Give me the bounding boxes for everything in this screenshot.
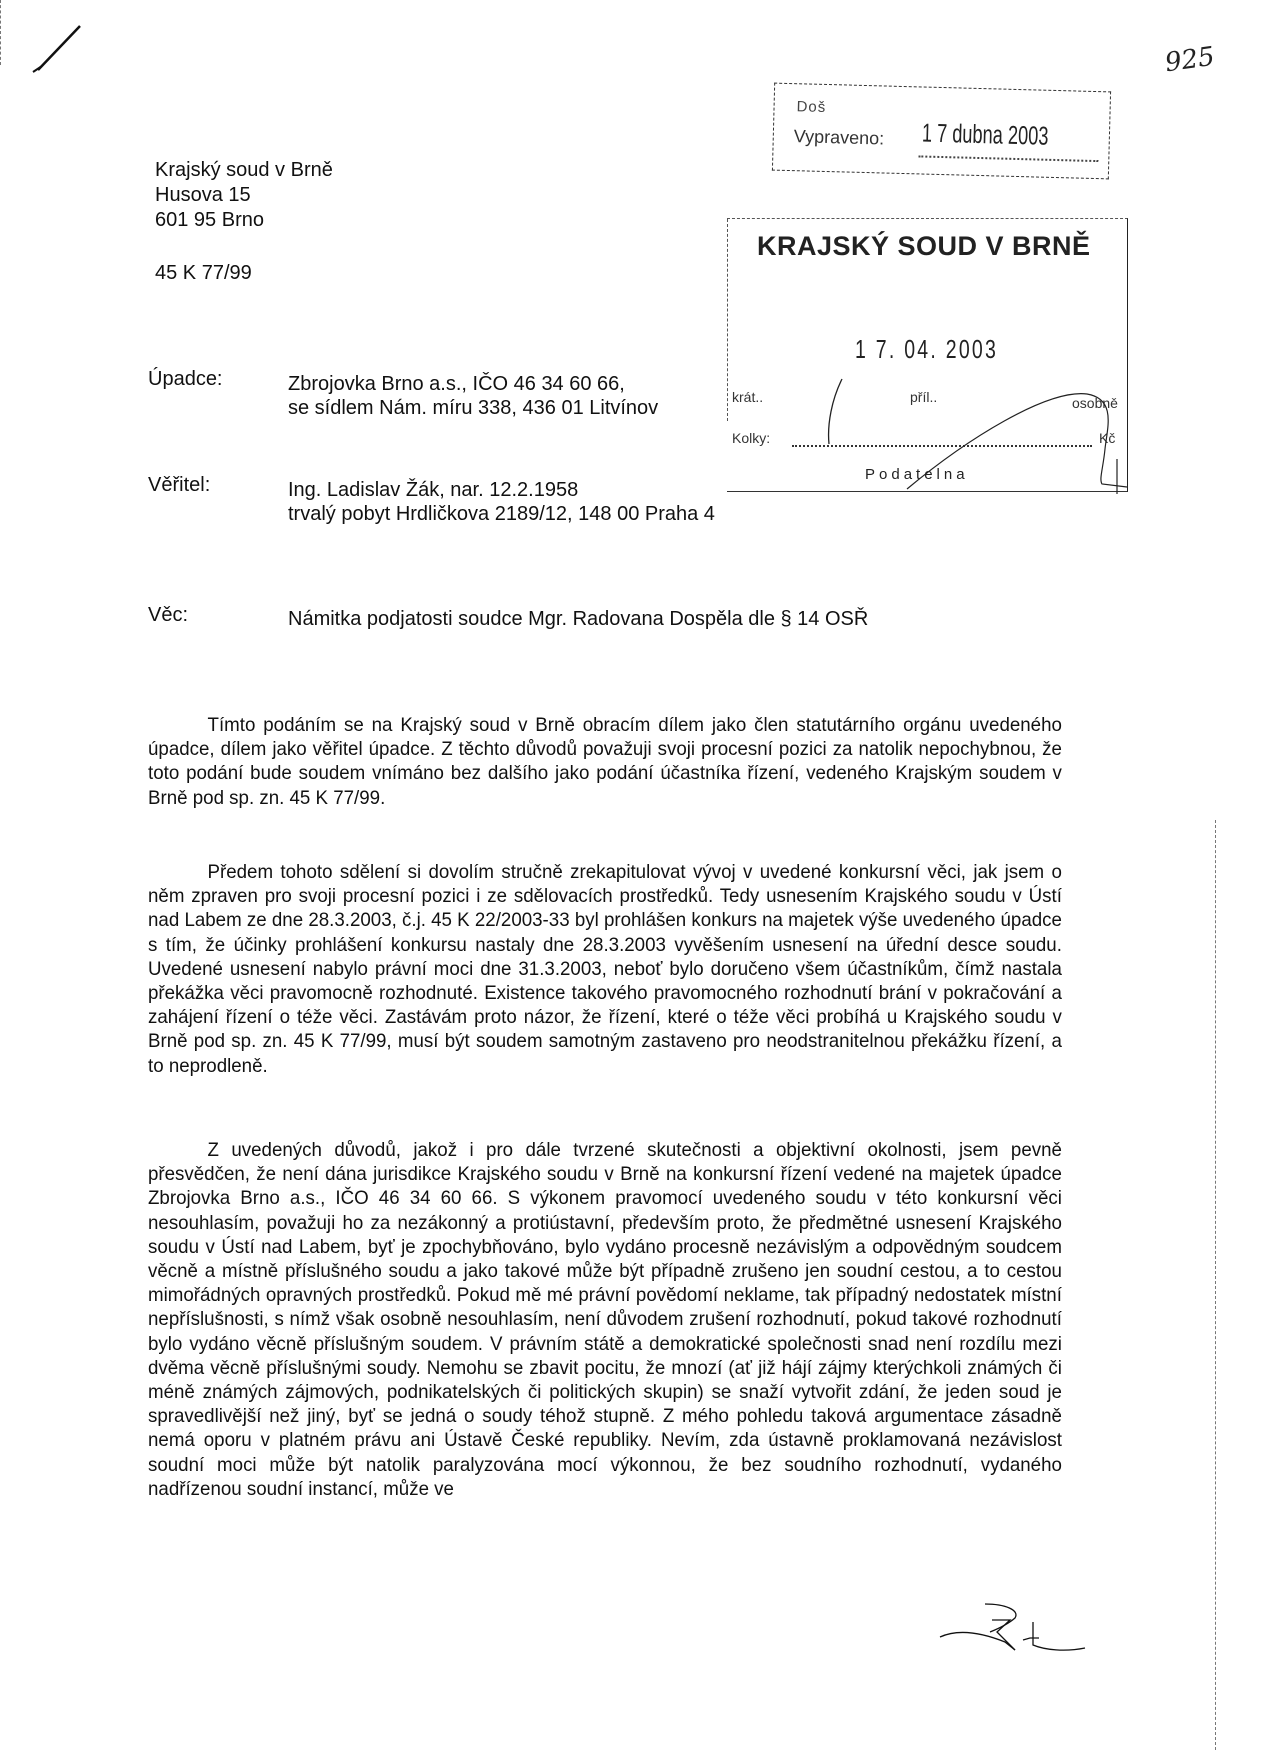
party-value-subject [288, 607, 868, 631]
recipient-line: Husova 15 [155, 184, 251, 206]
party-label-debtor: Úpadce: [148, 368, 223, 390]
party-value-debtor [288, 372, 658, 420]
party-line: trvalý pobyt Hrdličkova 2189/12, 148 00 Praha 4 [288, 503, 715, 525]
recipient-line: Krajský soud v Brně [155, 159, 333, 181]
recipient-address [155, 158, 333, 233]
handwritten-initials-icon [787, 369, 1127, 494]
stamp-dispatched-date: 1 7 dubna 2003 [921, 117, 1049, 151]
stamp-pril-label: příl.. [910, 389, 938, 405]
signature-icon [935, 1600, 1095, 1660]
dispatched-stamp [772, 83, 1111, 180]
body-paragraph-2 [148, 860, 1062, 1078]
party-line: Ing. Ladislav Žák, nar. 12.2.1958 [288, 479, 579, 501]
file-number: 45 K 77/99 [155, 262, 252, 284]
paragraph-text: Předem tohoto sdělení si dovolím stručně zrekapitulovat vývoj v uvedené konkursní věci, jak jsem o něm zpraven pro svoji procesní pozici i ze sdělovacích prostředků. Tedy usnesením Krajského soudu v Ústí nad Labem ze dne 28.3.2003, č.j. 45 K 22/2003-33 byl prohlášen konkurs na majetek výše uvedeného úpadce s tím, že účinky prohlášení konkursu nastaly dne 28.3.2003 vyvěšením usnesení na úřední desce soudu. Uvedené usnesení nabylo právní moci dne 31.3.2003, neboť bylo doručeno všem účastníkům, čímž nastala překážka věci pravomocně rozhodnuté. Existence takového pravomocného rozhodnutí brání v pokračování a zahájení řízení o téže věci. Zastávám proto názor, že řízení, které o téže věci probíhá u Krajského soudu v Brně pod sp. zn. 45 K 77/99, musí být soudem samotným zastaveno pro neodstranitelnou překážku řízení, a to neprodleně. [148, 861, 1062, 1077]
paragraph-text: Z uvedených důvodů, jakož i pro dále tvrzené skutečnosti a objektivní okolnosti, jsem pevně přesvědčen, že není dána jurisdikce Krajského soudu v Brně na konkursní řízení vedené na majetek úpadce Zbrojovka Brno a.s., IČO 46 34 60 66. S výkonem pravomocí uvedeného soudu v této konkursní věci nesouhlasím, považuji ho za nezákonný a protiústavní, především proto, že předmětné usnesení Krajského soudu v Ústí nad Labem, byť je zpochybňováno, bylo vydáno procesně nezávislým a odpovědným soudcem věcně a místně příslušného soudu a jako takové může být případně zrušeno jen soudní cestou, a to cestou mimořádných opravných prostředků. Pokud mě mé právní povědomí neklame, tak případný nedostatek místní nepříslušnosti, s nímž však osobně nesouhlasím, není důvodem zrušení rozhodnutí, pokud takové rozhodnutí bylo vydáno věcně příslušným soudem. V právním státě a demokratické společnosti snad není rozdílu mezi dvěma věcně příslušnými soudy. Nemohu se zbavit pocitu, že mnozí (ať již hájí zájmy kterýchkoli známých či méně známých zájmových, podnikatelských či politických skupin) se snaží vytvořit zdání, že jeden soud je spravedlivější než jiný, byť se jedná o soudy téhož stupně. Z mého pohledu taková argumentace zásadně nemá oporu v platném právu ani Ústavě České republiky. Nevím, zda ústavně proklamovaná nezávislost soudní moci může být natolik paralyzována mocí výkonnou, že bez soudního rozhodnutí, vydaného nadřízenou soudní instancí, může ve [148, 1139, 1062, 1500]
subject-line: Námitka podjatosti soudce Mgr. Radovana Dospěla dle § 14 OSŘ [288, 608, 869, 630]
scan-edge-mark [0, 0, 1, 65]
stamp-kolky-label: Kolky: [732, 430, 771, 446]
stamp-label-dispatched: Vypraveno: [793, 126, 885, 149]
scan-edge-mark [1215, 820, 1216, 1750]
stamp-footer: Podatelna [865, 466, 969, 483]
stamp-received-date: 1 7. 04. 2003 [855, 334, 999, 364]
stamp-krat-label: krát.. [732, 389, 764, 405]
party-line: se sídlem Nám. míru 338, 436 01 Litvínov [288, 397, 659, 419]
stamp-court-title: KRAJSKÝ SOUD V BRNĚ [757, 231, 1091, 261]
recipient-line: 601 95 Brno [155, 209, 264, 231]
stamp-label-top: Doš [796, 98, 827, 116]
handwritten-tick-mark-icon [28, 20, 103, 80]
handwritten-page-number: 925 [1163, 41, 1217, 79]
stamp-osobne-label: osobně [1072, 395, 1118, 411]
received-stamp [727, 218, 1128, 492]
party-label-subject: Věc: [148, 604, 189, 626]
stamp-dotted-line [918, 155, 1098, 162]
body-paragraph-3 [148, 1138, 1062, 1501]
body-paragraph-1 [148, 713, 1062, 810]
stamp-kc-label: Kč [1099, 430, 1116, 446]
party-value-creditor [288, 478, 715, 526]
party-line: Zbrojovka Brno a.s., IČO 46 34 60 66, [288, 373, 625, 395]
party-label-creditor: Věřitel: [148, 474, 211, 496]
paragraph-text: Tímto podáním se na Krajský soud v Brně obracím dílem jako člen statutárního orgánu uvedeného úpadce, dílem jako věřitel úpadce. Z těchto důvodů považuji svoji procesní pozici za natolik nepochybnou, že toto podání bude soudem vnímáno bez dalšího jako podání účastníka řízení, vedeného Krajským soudem v Brně pod sp. zn. 45 K 77/99. [148, 714, 1062, 809]
